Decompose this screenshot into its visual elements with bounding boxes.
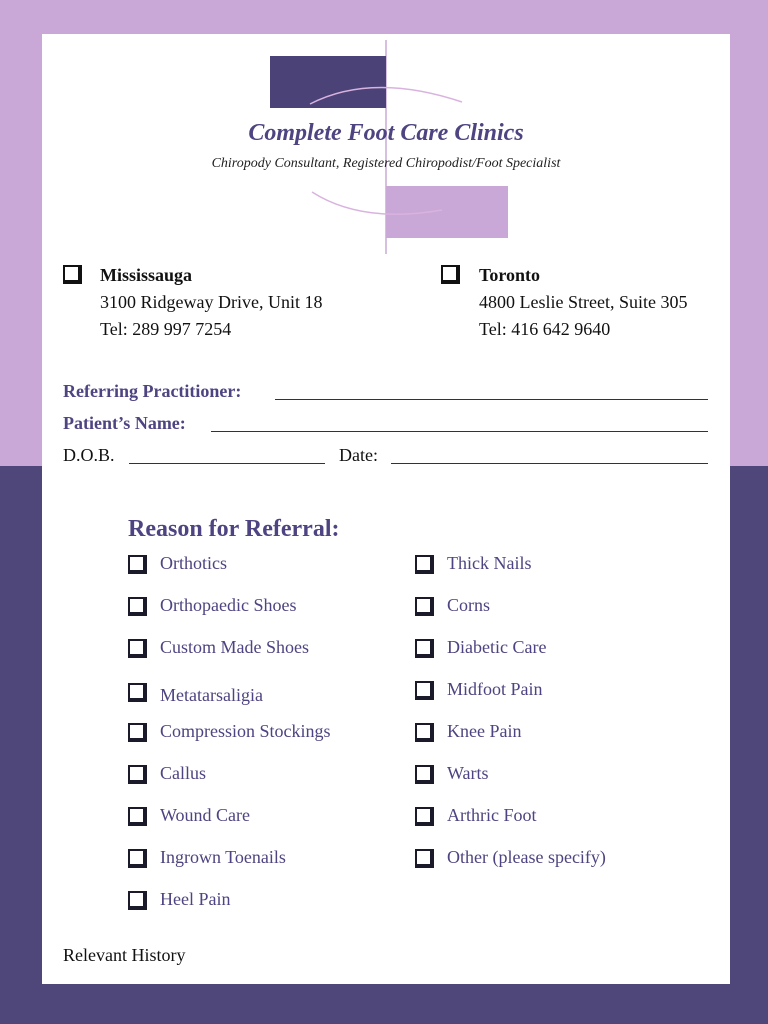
- reason-label: Midfoot Pain: [447, 679, 543, 699]
- checkbox[interactable]: [415, 807, 434, 826]
- patient-name-label: Patient’s Name:: [63, 413, 186, 433]
- reason-label: Orthopaedic Shoes: [160, 595, 297, 615]
- checkbox[interactable]: [128, 597, 147, 616]
- location-address: 3100 Ridgeway Drive, Unit 18: [100, 292, 323, 312]
- reason-label: Metatarsaligia: [160, 685, 263, 705]
- reason-label: Thick Nails: [447, 553, 532, 573]
- referring-practitioner-label: Referring Practitioner:: [63, 381, 242, 401]
- reason-label: Compression Stockings: [160, 721, 331, 741]
- checkbox[interactable]: [415, 555, 434, 574]
- checkbox[interactable]: [415, 681, 434, 700]
- checkbox[interactable]: [128, 891, 147, 910]
- checkbox[interactable]: [128, 639, 147, 658]
- logo-arc-graphic: [42, 34, 730, 264]
- location-address: 4800 Leslie Street, Suite 305: [479, 292, 688, 312]
- reason-label: Diabetic Care: [447, 637, 547, 657]
- relevant-history-label: Relevant History: [63, 945, 186, 965]
- checkbox[interactable]: [415, 597, 434, 616]
- location-mississauga: [100, 262, 322, 343]
- reason-label: Corns: [447, 595, 491, 615]
- dob-field[interactable]: [129, 463, 325, 464]
- referral-form: [42, 34, 730, 984]
- toronto-checkbox[interactable]: [441, 265, 460, 284]
- patient-name-field[interactable]: [211, 431, 708, 432]
- checkbox[interactable]: [128, 765, 147, 784]
- checkbox[interactable]: [128, 555, 147, 574]
- referring-practitioner-field[interactable]: [275, 399, 708, 400]
- reason-label: Callus: [160, 763, 207, 783]
- reason-label: Wound Care: [160, 805, 251, 825]
- reason-label: Heel Pain: [160, 889, 231, 909]
- checkbox[interactable]: [415, 765, 434, 784]
- clinic-title: Complete Foot Care Clinics: [248, 120, 524, 146]
- checkbox[interactable]: [128, 683, 147, 702]
- checkbox[interactable]: [415, 849, 434, 868]
- location-name: Toronto: [479, 265, 541, 285]
- dob-label: D.O.B.: [63, 445, 115, 465]
- reason-label: Warts: [447, 763, 489, 783]
- clinic-subtitle: Chiropody Consultant, Registered Chiropodist/Foot Specialist: [211, 156, 561, 171]
- mississauga-checkbox[interactable]: [63, 265, 82, 284]
- reason-label: Knee Pain: [447, 721, 522, 741]
- location-tel: Tel: 416 642 9640: [479, 319, 611, 339]
- location-name: Mississauga: [100, 265, 193, 285]
- reason-label: Custom Made Shoes: [160, 637, 310, 657]
- location-tel: Tel: 289 997 7254: [100, 319, 232, 339]
- checkbox[interactable]: [128, 723, 147, 742]
- reason-label: Other (please specify): [447, 847, 606, 867]
- reason-for-referral-heading: Reason for Referral:: [128, 516, 340, 542]
- checkbox[interactable]: [128, 849, 147, 868]
- checkbox[interactable]: [415, 639, 434, 658]
- reason-label: Orthotics: [160, 553, 227, 573]
- reason-label: Arthric Foot: [447, 805, 537, 825]
- date-field[interactable]: [391, 463, 708, 464]
- checkbox[interactable]: [415, 723, 434, 742]
- checkbox[interactable]: [128, 807, 147, 826]
- date-label: Date:: [339, 445, 378, 465]
- location-toronto: [479, 262, 687, 343]
- reason-label: Ingrown Toenails: [160, 847, 286, 867]
